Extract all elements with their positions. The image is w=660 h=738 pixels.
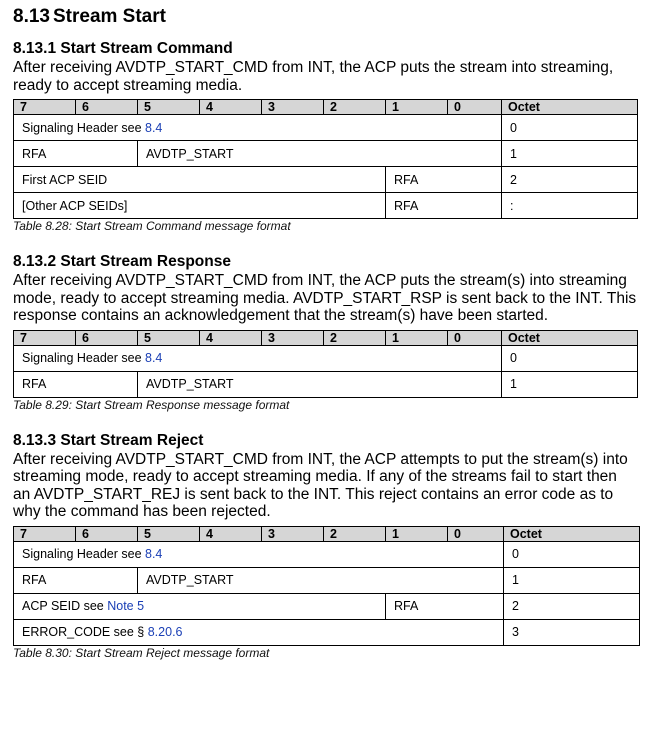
signaling-header-cell	[14, 541, 504, 567]
bit-6: 6	[76, 526, 138, 541]
cell-text: Signaling Header see	[22, 120, 145, 135]
subsection-heading-response: 8.13.2 Start Stream Response	[13, 253, 231, 270]
bit-1: 1	[386, 100, 448, 115]
cell-text: Signaling Header see	[22, 547, 145, 561]
bit-1: 1	[386, 330, 448, 345]
bit-2: 2	[324, 100, 386, 115]
cell-text: ERROR_CODE see §	[22, 625, 148, 639]
cell-text: Signaling Header see	[22, 351, 145, 365]
section-link[interactable]: 8.4	[145, 547, 163, 561]
bit-3: 3	[262, 330, 324, 345]
table-caption: Table 8.28: Start Stream Command message format	[13, 219, 291, 233]
response-format-table	[13, 330, 638, 398]
bit-header-row	[14, 526, 640, 541]
octet-cell: 1	[502, 371, 638, 397]
table-row	[14, 345, 638, 371]
table-row	[14, 167, 638, 193]
bit-1: 1	[386, 526, 448, 541]
signal-id-cell: AVDTP_START	[138, 141, 502, 167]
cell-text: ACP SEID see	[22, 599, 108, 613]
octet-cell: 3	[504, 619, 640, 645]
section-name: Stream Start	[52, 6, 166, 27]
command-format-table	[13, 99, 638, 219]
other-seids-cell: [Other ACP SEIDs]	[14, 193, 386, 219]
bit-7: 7	[14, 330, 76, 345]
bit-header-row	[14, 100, 638, 115]
rfa-cell: RFA	[386, 593, 504, 619]
table-caption: Table 8.30: Start Stream Reject message format	[13, 645, 270, 660]
table-row	[14, 593, 640, 619]
octet-header: Octet	[502, 100, 638, 115]
bit-7: 7	[14, 100, 76, 115]
command-paragraph: After receiving AVDTP_START_CMD from INT, the ACP puts the stream into streaming, ready to accept streaming media.	[13, 59, 614, 94]
note-link[interactable]: Note 5	[107, 599, 145, 613]
section-link[interactable]: 8.4	[145, 120, 163, 135]
bit-2: 2	[324, 330, 386, 345]
section-link[interactable]: 8.20.6	[147, 625, 183, 639]
table-caption: Table 8.29: Start Stream Response message format	[13, 397, 290, 412]
bit-header-row	[14, 330, 638, 345]
bit-4: 4	[200, 100, 262, 115]
table-row	[14, 193, 638, 219]
signaling-header-cell	[14, 345, 502, 371]
rfa-cell: RFA	[14, 567, 138, 593]
table-row	[14, 371, 638, 397]
octet-header: Octet	[502, 330, 638, 345]
octet-cell: 0	[502, 115, 638, 141]
bit-5: 5	[138, 100, 200, 115]
table-row	[14, 567, 640, 593]
bit-0: 0	[448, 100, 502, 115]
bit-3: 3	[262, 100, 324, 115]
bit-6: 6	[76, 330, 138, 345]
rfa-cell: RFA	[14, 371, 138, 397]
bit-0: 0	[448, 526, 504, 541]
octet-cell: 0	[502, 345, 638, 371]
table-row	[14, 619, 640, 645]
octet-cell: 2	[502, 167, 638, 193]
section-number: 8.13	[13, 6, 50, 27]
rfa-cell: RFA	[14, 141, 138, 167]
response-paragraph: After receiving AVDTP_START_CMD from INT, the ACP puts the stream(s) into streaming mode, ready to accept streaming media. AVDTP_START_RSP is sent back to the INT. This response contains an acknowledgement that the stream(s) have been started.	[13, 272, 637, 324]
table-row	[14, 141, 638, 167]
table-row	[14, 541, 640, 567]
rfa-cell: RFA	[386, 167, 502, 193]
acp-seid-cell	[14, 593, 386, 619]
section-link[interactable]: 8.4	[145, 351, 163, 365]
bit-5: 5	[138, 330, 200, 345]
octet-cell: :	[502, 193, 638, 219]
signaling-header-cell	[14, 115, 502, 141]
subsection-heading-command: 8.13.1 Start Stream Command	[13, 40, 233, 57]
table-row	[14, 115, 638, 141]
bit-2: 2	[324, 526, 386, 541]
octet-cell: 1	[504, 567, 640, 593]
seid-cell: First ACP SEID	[14, 167, 386, 193]
octet-cell: 2	[504, 593, 640, 619]
error-code-cell	[14, 619, 504, 645]
section-title	[13, 0, 660, 28]
reject-paragraph: After receiving AVDTP_START_CMD from INT, the ACP attempts to put the stream(s) into streaming mode, ready to accept streaming media. If any of the streams fail to start then an AVDTP_START_REJ is sent back to the INT. This reject contains an error code as to why the command has been rejected.	[13, 450, 628, 520]
reject-format-table	[13, 526, 640, 646]
bit-3: 3	[262, 526, 324, 541]
octet-cell: 1	[502, 141, 638, 167]
bit-5: 5	[138, 526, 200, 541]
octet-cell: 0	[504, 541, 640, 567]
bit-6: 6	[76, 100, 138, 115]
subsection-heading-reject: 8.13.3 Start Stream Reject	[13, 431, 204, 449]
signal-id-cell: AVDTP_START	[138, 371, 502, 397]
bit-0: 0	[448, 330, 502, 345]
rfa-cell: RFA	[386, 193, 502, 219]
bit-7: 7	[14, 526, 76, 541]
bit-4: 4	[200, 330, 262, 345]
bit-4: 4	[200, 526, 262, 541]
octet-header: Octet	[504, 526, 640, 541]
signal-id-cell: AVDTP_START	[138, 567, 504, 593]
